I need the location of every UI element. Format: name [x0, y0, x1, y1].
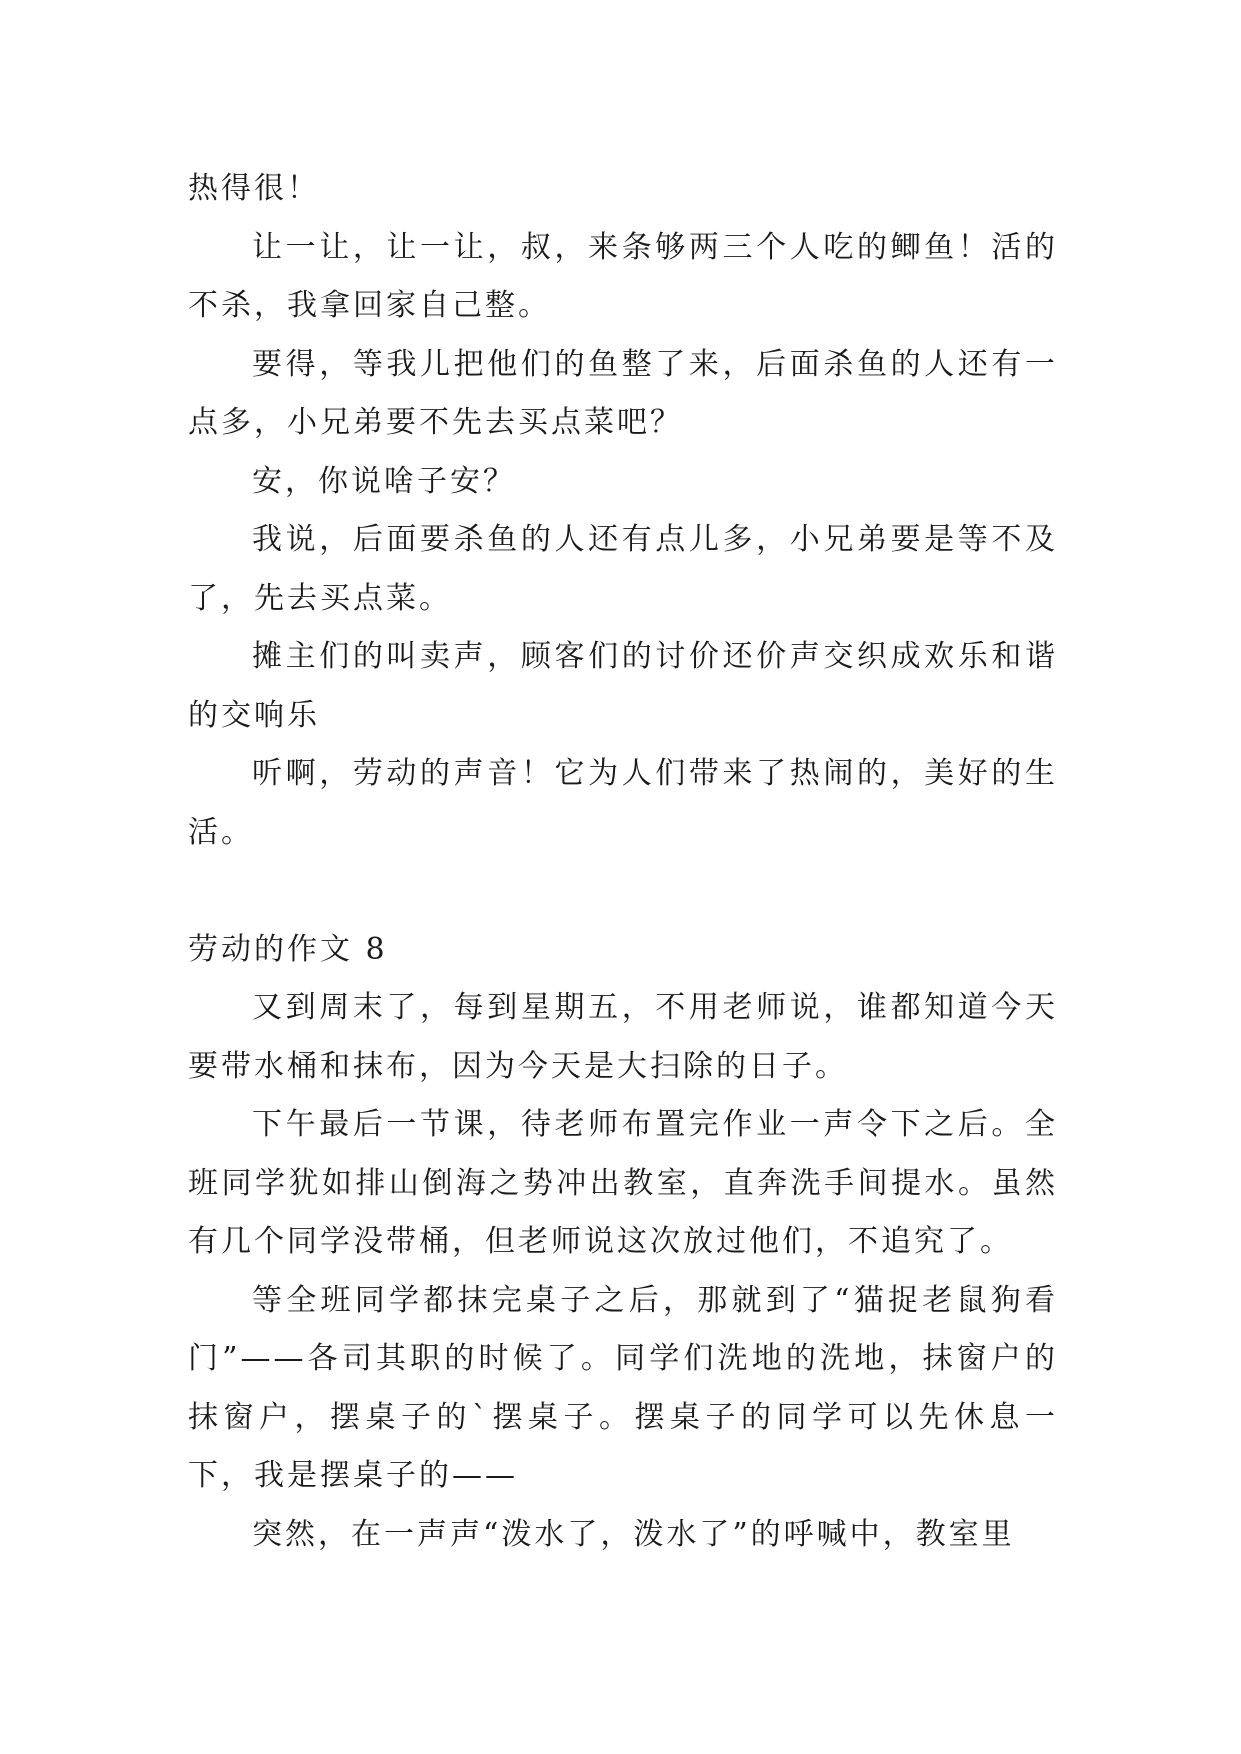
continuation-text: 热得很！: [188, 171, 320, 206]
paragraph: 安，你说啥子安？: [252, 463, 516, 499]
paragraph: 又到周末了，每到星期五，不用老师说，谁都知道今天要带水桶和抹布，因为今天是大扫除的日子。: [188, 990, 1058, 1084]
section-spacer: [188, 862, 1058, 921]
paragraph: 要得，等我儿把他们的鱼整了来，后面杀鱼的人还有一点多，小兄弟要不先去买点菜吧？: [188, 346, 1058, 440]
paragraph: 听啊，劳动的声音！它为人们带来了热闹的，美好的生活。: [188, 756, 1058, 850]
paragraph: 等全班同学都抹完桌子之后，那就到了“猫捉老鼠狗看门”——各司其职的时候了。同学们洗地的洗地，抹窗户的抹窗户，摆桌子的`摆桌子。摆桌子的同学可以先休息一下，我是摆桌子的——: [188, 1282, 1058, 1493]
paragraph: 我说，后面要杀鱼的人还有点儿多，小兄弟要是等不及了，先去买点菜。: [188, 522, 1058, 616]
paragraph: 下午最后一节课，待老师布置完作业一声令下之后。全班同学犹如排山倒海之势冲出教室，直奔洗手间提水。虽然有几个同学没带桶，但老师说这次放过他们，不追究了。: [188, 1107, 1058, 1259]
paragraph: 摊主们的叫卖声，顾客们的讨价还价声交织成欢乐和谐的交响乐: [188, 639, 1058, 733]
essay-title: 劳动的作文 8: [188, 931, 388, 967]
document-body: [188, 160, 1058, 1564]
paragraph: 让一让，让一让，叔，来条够两三个人吃的鲫鱼！活的不杀，我拿回家自己整。: [188, 229, 1058, 323]
paragraph: 突然，在一声声“泼水了，泼水了”的呼喊中，教室里: [252, 1516, 1015, 1552]
